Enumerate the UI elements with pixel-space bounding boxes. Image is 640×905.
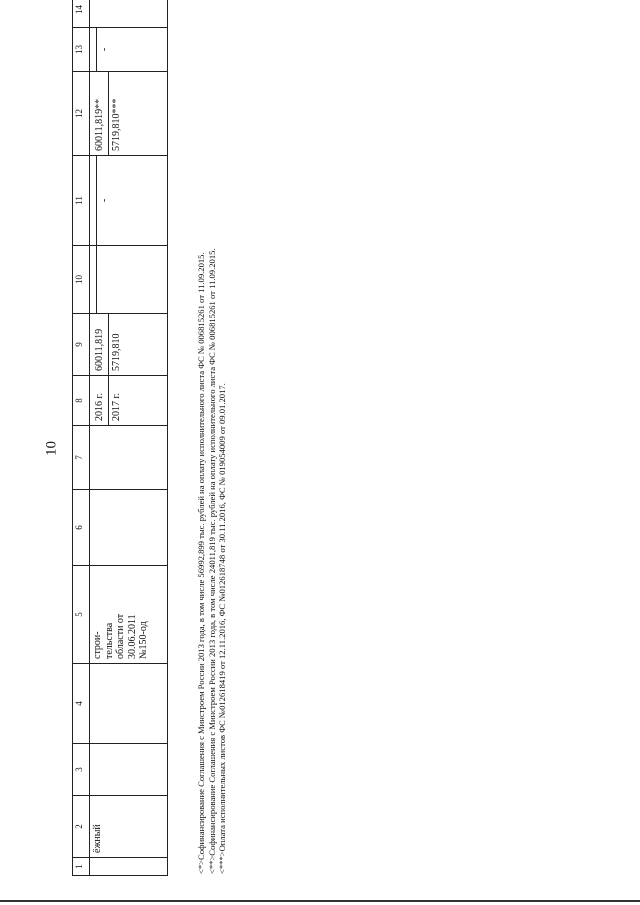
year-2016: 2016 г. — [94, 393, 105, 421]
col11-2017: - — [96, 156, 113, 245]
cell-col-5: строи- тельства области от 30.06.2011 №150-од — [90, 566, 168, 664]
cell-col-7 — [90, 426, 168, 490]
data-table — [72, 0, 168, 876]
cell-col-4 — [90, 664, 168, 744]
header-col-14: 14 — [73, 0, 90, 28]
amount-2017: 5719,810 — [108, 314, 125, 375]
cell-col-10 — [90, 246, 168, 314]
cell-col-1 — [90, 858, 168, 876]
footnote-2: <**>Софинансирование Соглашения с Минстроем России 2013 года, в том числе 24011,819 тыс. рублей на оплату исполнительного листа ФС № 006815261 от 11.09.2015. — [206, 248, 217, 874]
col12-2016: 60011,819** — [94, 98, 105, 151]
cell-col-11 — [90, 156, 168, 246]
col13-2017: - — [96, 28, 113, 71]
header-col-8: 8 — [73, 376, 90, 426]
header-col-5: 5 — [73, 566, 90, 664]
header-col-11: 11 — [73, 156, 90, 246]
header-col-2: 2 — [73, 796, 90, 858]
rotated-content — [72, 5, 262, 876]
header-col-4: 4 — [73, 664, 90, 744]
cell-col-13 — [90, 28, 168, 72]
footnotes — [196, 14, 228, 874]
col10-2017 — [96, 246, 101, 313]
cell-col-6 — [90, 490, 168, 566]
footnote-1: <*>Софинансирование Соглашения с Минстроем России 2013 года, в том числе 56992,899 тыс. рублей на оплату исполнительного листа ФС № 006815261 от 11.09.2015. — [196, 252, 206, 874]
amount-2016: 60011,819 — [94, 328, 105, 371]
header-col-7: 7 — [73, 426, 90, 490]
header-col-6: 6 — [73, 490, 90, 566]
col12-2017: 5719,810*** — [108, 72, 125, 155]
header-col-9: 9 — [73, 314, 90, 376]
bottom-rule — [0, 900, 640, 902]
cell-col-14 — [90, 0, 168, 28]
footnote-3: <***>Оплата исполнительных листов ФС №012618419 от 12.11.2016, ФС №012618748 от 30.11.2016, ФС № 019054009 от 09.01.2017. — [217, 383, 228, 874]
header-col-12: 12 — [73, 72, 90, 156]
cell-col-12 — [90, 72, 168, 156]
header-col-10: 10 — [73, 246, 90, 314]
header-col-1: 1 — [73, 858, 90, 876]
cell-col-3 — [90, 744, 168, 796]
header-col-13: 13 — [73, 28, 90, 72]
header-col-3: 3 — [73, 744, 90, 796]
table-row — [90, 0, 168, 876]
page-number: 10 — [43, 441, 60, 456]
header-row — [73, 0, 90, 876]
cell-col-2: ёжный — [90, 796, 168, 858]
cell-col-8 — [90, 376, 168, 426]
cell-col-9 — [90, 314, 168, 376]
year-2017: 2017 г. — [108, 376, 125, 425]
